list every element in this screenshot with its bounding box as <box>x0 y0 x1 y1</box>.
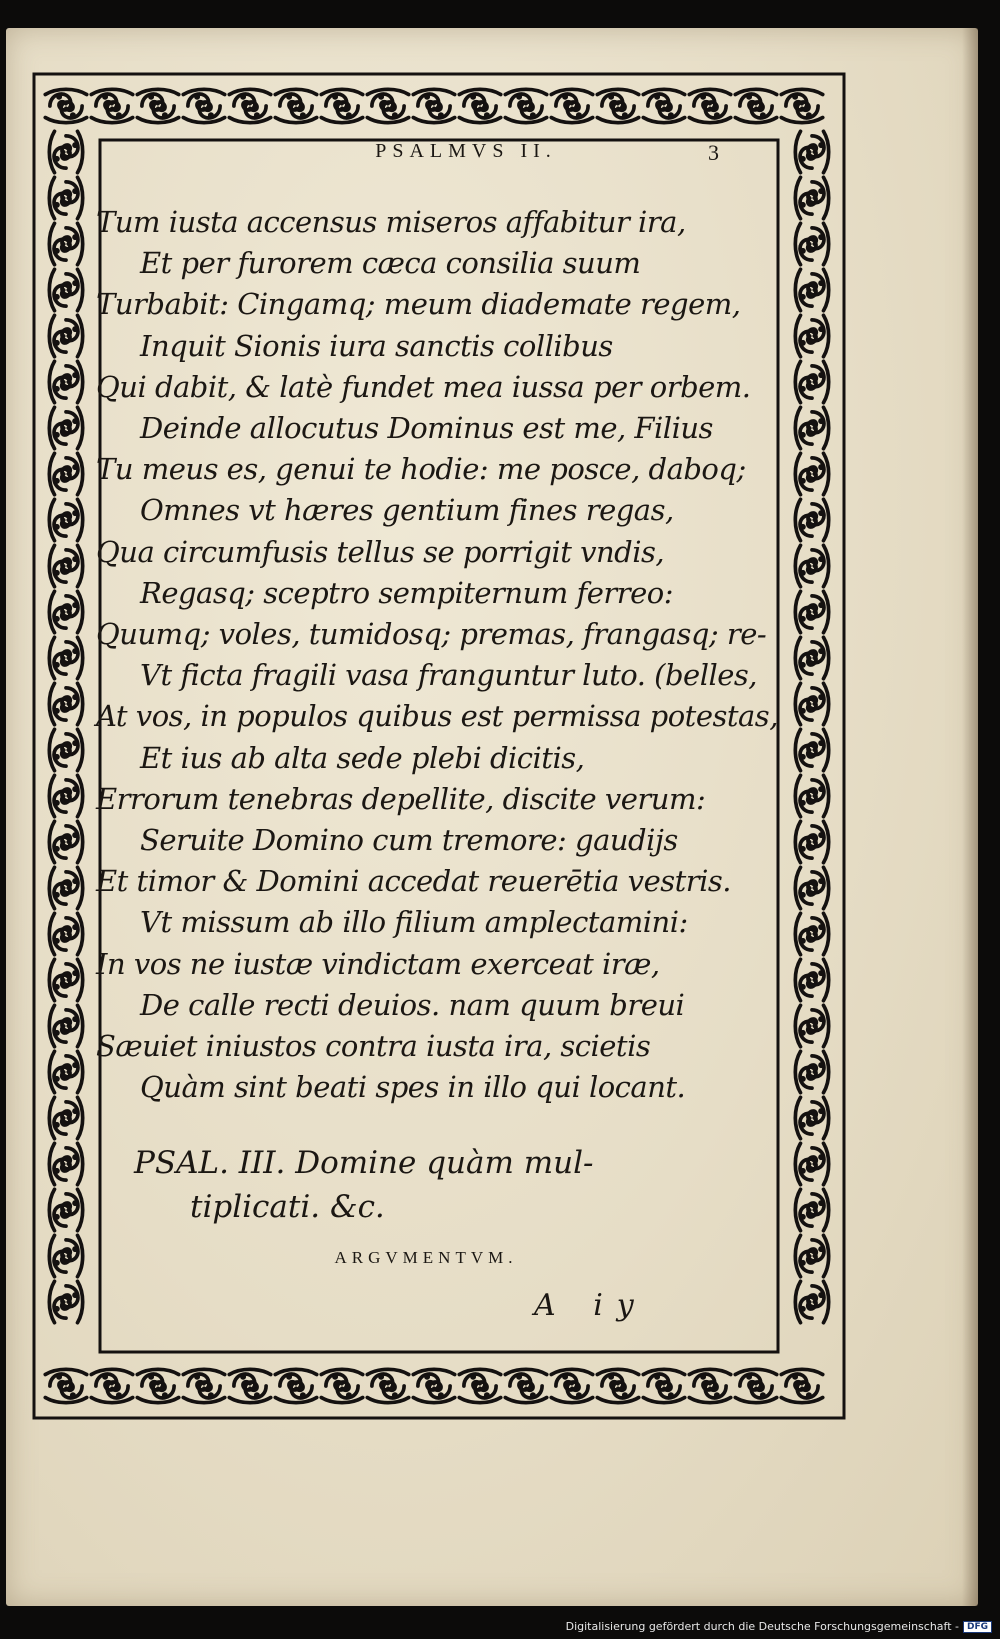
verse-line: Quumq; voles, tumidosq; premas, frangasq; re- <box>96 617 767 651</box>
folio-number: 3 <box>708 140 719 165</box>
text-block <box>96 140 776 1390</box>
verse-line: Qui dabit, & latè fundet mea iussa per orbem. <box>96 369 751 404</box>
psalm-heading-line-2: tiplicati. &c. <box>190 1189 385 1225</box>
verse-line: Et per furorem cæca consilia suum <box>140 246 641 281</box>
page-edge-shadow <box>962 28 978 1606</box>
verse-line: Qua circumfusis tellus se porrigit vndis, <box>96 534 665 569</box>
verse-line: Vt missum ab illo filium amplectamini: <box>140 905 688 940</box>
verse-line: Et ius ab alta sede plebi dicitis, <box>140 740 585 775</box>
verse-line: Seruite Domino cum tremore: gaudijs <box>140 823 678 857</box>
psalm-heading-line-1: PSAL. III. Domine quàm mul- <box>134 1145 594 1181</box>
verse-line: In vos ne iustæ vindictam exerceat iræ, <box>96 946 660 981</box>
dfg-credit-text: Digitalisierung gefördert durch die Deutsche Forschungsgemeinschaft - <box>565 1620 959 1633</box>
verse-line: Errorum tenebras depellite, discite verum: <box>96 781 706 816</box>
verse-line: Deinde allocutus Dominus est me, Filius <box>140 411 713 445</box>
verse-line: Turbabit: Cingamq; meum diademate regem, <box>96 287 741 322</box>
verse-line: Regasq; sceptro sempiternum ferreo: <box>140 575 673 610</box>
book-page <box>6 28 978 1606</box>
signature-mark: A iy <box>534 1288 648 1323</box>
verse-line: Omnes vt hæres gentium fines regas, <box>140 493 674 528</box>
verse-line: Tum iusta accensus miseros affabitur ira, <box>96 205 686 239</box>
verse-line: Inquit Sionis iura sanctis collibus <box>140 328 613 363</box>
verse-line: Sæuiet iniustos contra iusta ira, scietis <box>96 1029 651 1063</box>
verse-line: At vos, in populos quibus est permissa potestas, <box>96 699 778 734</box>
verse-line: Quàm sint beati spes in illo qui locant. <box>140 1070 686 1105</box>
argumentum-heading: ARGVMENTVM. <box>334 1248 518 1267</box>
verse-line: Et timor & Domini accedat reuerētia vestris. <box>96 864 732 899</box>
running-head: PSALMVS II. <box>375 140 557 162</box>
dfg-credit <box>566 1620 992 1633</box>
verse-line: Tu meus es, genui te hodie: me posce, daboq; <box>96 452 746 487</box>
verse-line: Vt ficta fragili vasa franguntur luto. (belles, <box>140 658 758 693</box>
dfg-logo: DFG <box>963 1621 992 1633</box>
verse-line: De calle recti deuios. nam quum breui <box>140 987 685 1022</box>
